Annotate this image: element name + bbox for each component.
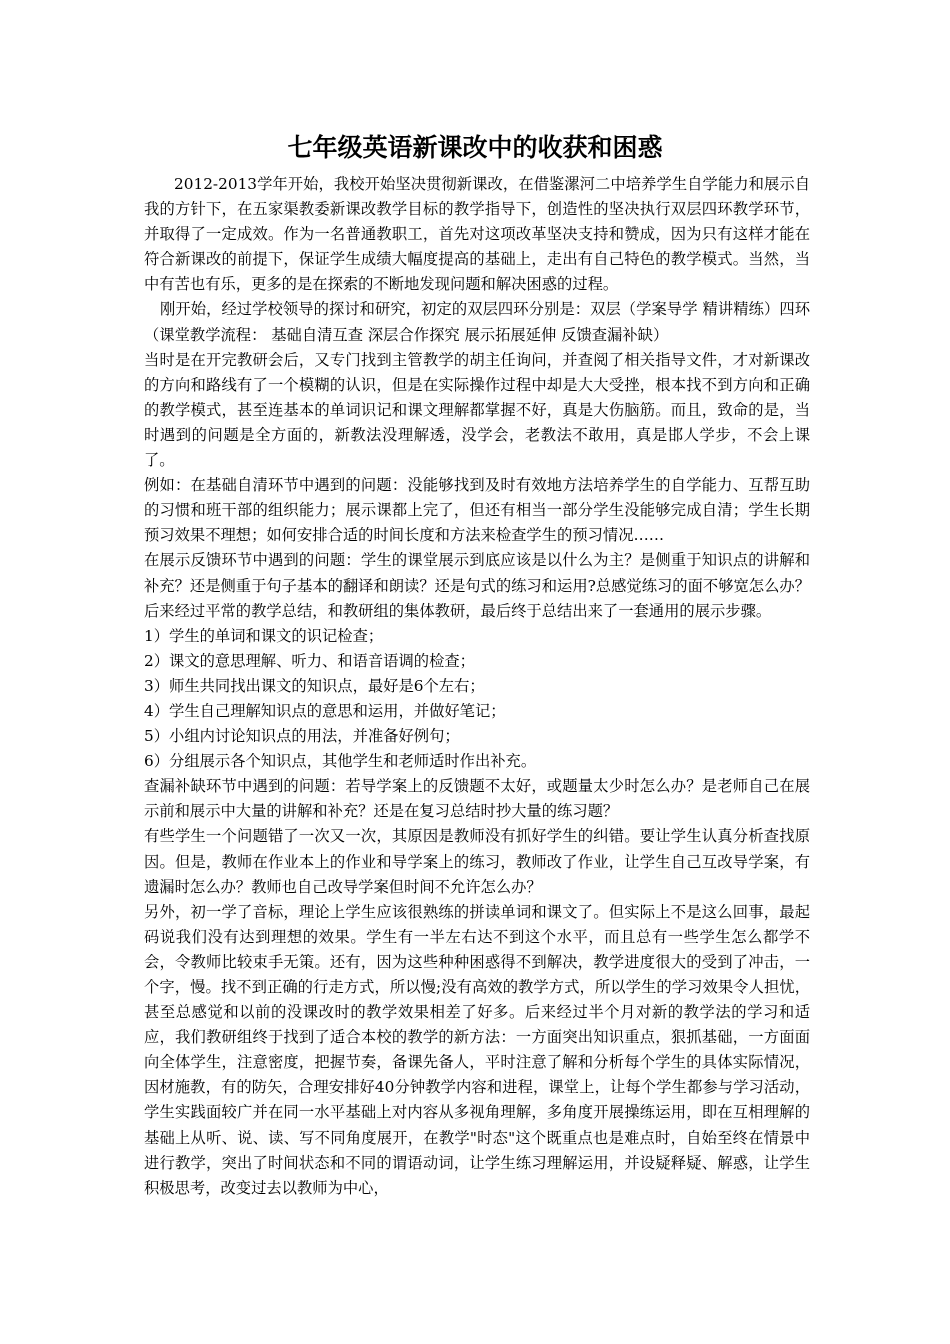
paragraph-feedback-issues: 查漏补缺环节中遇到的问题：若导学案上的反馈题不太好，或题量太少时怎么办？是老师自己在展示前和展示中大量的讲解和补充？还是在复习总结时抄大量的练习题？ [144,777,810,821]
list-item-step-4: 4）学生自己理解知识点的意思和运用，并做好笔记； [144,701,506,720]
document-body [144,172,810,1201]
list-item-step-3: 3）师生共同找出课文的知识点，最好是6个左右； [144,676,485,695]
paragraph-self-study-issues: 例如：在基础自清环节中遇到的问题：没能够找到及时有效地方法培养学生的自学能力、互帮互助的习惯和班干部的组织能力；展示课都上完了，但还有相当一部分学生没能够完成自清；学生长期预习效果不理想；如何安排合适的时间长度和方法来检查学生的预习情况…… [144,476,810,545]
paragraph-initial-plan: 刚开始，经过学校领导的探讨和研究，初定的双层四环分别是：双层（学案导学 精讲精练）四环（课堂教学流程： 基础自清互查 深层合作探究 展示拓展延伸 反馈查漏补缺） [144,300,810,344]
list-item-step-1: 1）学生的单词和课文的识记检查； [144,626,384,645]
paragraph-phonetics-and-method: 另外，初一学了音标，理论上学生应该很熟练的拼读单词和课文了。但实际上不是这么回事，最起码说我们没有达到理想的效果。学生有一半左右达不到这个水平，而且总有一些学生怎么都学不会，令教师比较束手无策。还有，因为这些种种困惑得不到解决，教学进度很大的受到了冲击，一个字，慢。找不到正确的行走方式，所以慢;没有高效的教学方式，所以学生的学习效果令人担忧，甚至总感觉和以前的没课改时的教学效果相差了好多。后来经过半个月对新的教学法的学习和适应，我们教研组终于找到了适合本校的教学的新方法：一方面突出知识重点，狠抓基础，一方面面向全体学生，注意密度，把握节奏，备课先备人，平时注意了解和分析每个学生的具体实际情况，因材施教，有的防矢，合理安排好40分钟教学内容和进程，课堂上，让每个学生都参与学习活动，学生实践面较广并在同一水平基础上对内容从多视角理解，多角度开展操练运用，即在互相理解的基础上从听、说、读、写不同角度展开，在教学"时态"这个既重点也是难点时，自始至终在情景中进行教学，突出了时间状态和不同的谓语动词，让学生练习理解运用，并设疑释疑、解惑，让学生积极思考，改变过去以教师为中心， [144,902,810,1197]
paragraph-presentation-issues: 在展示反馈环节中遇到的问题：学生的课堂展示到底应该是以什么为主？是侧重于知识点的讲解和补充？还是侧重于句子基本的翻译和朗读？还是句式的练习和运用?总感觉练习的面不够宽怎么办？后来经过平常的教学总结，和教研组的集体教研，最后终于总结出来了一套通用的展示步骤。 [144,551,810,620]
document-title: 七年级英语新课改中的收获和困惑 [287,133,663,162]
paragraph-intro: 2012-2013学年开始，我校开始坚决贯彻新课改，在借鉴漯河二中培养学生自学能力和展示自我的方针下，在五家渠教委新课改教学目标的教学指导下，创造性的坚决执行双层四环教学环节，并取得了一定成效。作为一名普通教职工，首先对这项改革坚决支持和赞成，因为只有这样才能在符合新课改的前提下，保证学生成绩大幅度提高的基础上，走出有自己特色的教学模式。当然，当中有苦也有乐，更多的是在探索的不断地发现问题和解决困惑的过程。 [144,175,810,294]
paragraph-early-difficulties: 当时是在开完教研会后，又专门找到主管教学的胡主任询问，并查阅了相关指导文件，才对新课改的方向和路线有了一个模糊的认识，但是在实际操作过程中却是大大受挫，根本找不到方向和正确的教学模式，甚至连基本的单词识记和课文理解都掌握不好，真是大伤脑筋。而且，致命的是，当时遇到的问题是全方面的，新教法没理解透，没学会，老教法不敢用，真是邯人学步，不会上课了。 [144,350,810,470]
paragraph-correction-issues: 有些学生一个问题错了一次又一次，其原因是教师没有抓好学生的纠错。要让学生认真分析查找原因。但是，教师在作业本上的作业和导学案上的练习，教师改了作业，让学生自己互改导学案，有遗漏时怎么办？教师也自己改导学案但时间不允许怎么办？ [144,827,810,896]
list-item-step-6: 6）分组展示各个知识点，其他学生和老师适时作出补充。 [144,752,537,771]
list-item-step-2: 2）课文的意思理解、听力、和语音语调的检查； [144,651,475,670]
list-item-step-5: 5）小组内讨论知识点的用法，并准备好例句； [144,727,460,746]
